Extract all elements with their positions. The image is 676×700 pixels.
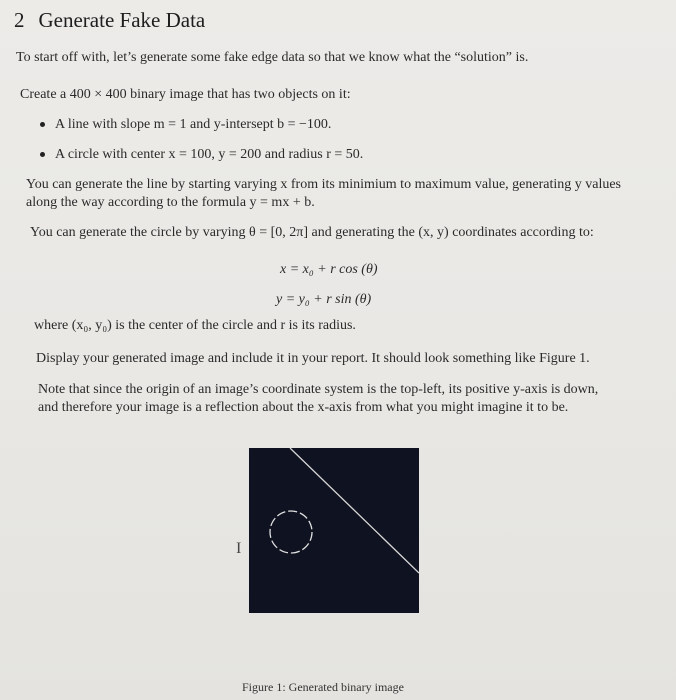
bullet-text: A circle with center x = 100, y = 200 and radius r = 50.: [55, 147, 364, 162]
line-paragraph: You can generate the line by starting varying x from its minimium to maximum value, generating y values along the way according to the formula y = mx + b.: [26, 177, 622, 210]
bullet-icon: [40, 122, 45, 127]
equation-y: y = y₀ + r sin (θ): [276, 292, 372, 307]
bullet-text: A line with slope m = 1 and y-intersept b = −100.: [55, 117, 332, 132]
binary-image: [249, 448, 419, 613]
display-text: Display your generated image and include it in your report. It should look something like Figure 1.: [36, 351, 590, 366]
text-cursor-icon: I: [236, 540, 242, 557]
figure-caption: Figure 1: Generated binary image: [242, 680, 404, 694]
bullet-circle: [40, 147, 363, 163]
line-object: [290, 448, 419, 573]
where-text: where (x₀, y₀) is the center of the circle and r is its radius.: [34, 318, 356, 333]
note-line: Note that since the origin of an image’s coordinate system is the top-left, its positive y-axis is down,: [38, 382, 599, 397]
note-text: [38, 381, 598, 417]
bullet-icon: [40, 152, 45, 157]
section-title: Generate Fake Data: [38, 8, 206, 32]
note-line: and therefore your image is a reflection about the x-axis from what you might imagine it to be.: [38, 400, 569, 415]
section-heading: [14, 8, 205, 33]
figure-image: [249, 448, 419, 613]
circle-paragraph: You can generate the circle by varying θ = [0, 2π] and generating the (x, y) coordinates according to:: [30, 225, 594, 240]
intro-text: To start off with, let’s generate some fake edge data so that we know what the “solution” is.: [16, 50, 529, 65]
bullet-line: [40, 117, 331, 133]
section-number: 2: [14, 8, 25, 32]
equation-x: x = x₀ + r cos (θ): [280, 262, 378, 277]
create-text: Create a 400 × 400 binary image that has two objects on it:: [20, 87, 351, 102]
circle-object: [270, 511, 312, 553]
